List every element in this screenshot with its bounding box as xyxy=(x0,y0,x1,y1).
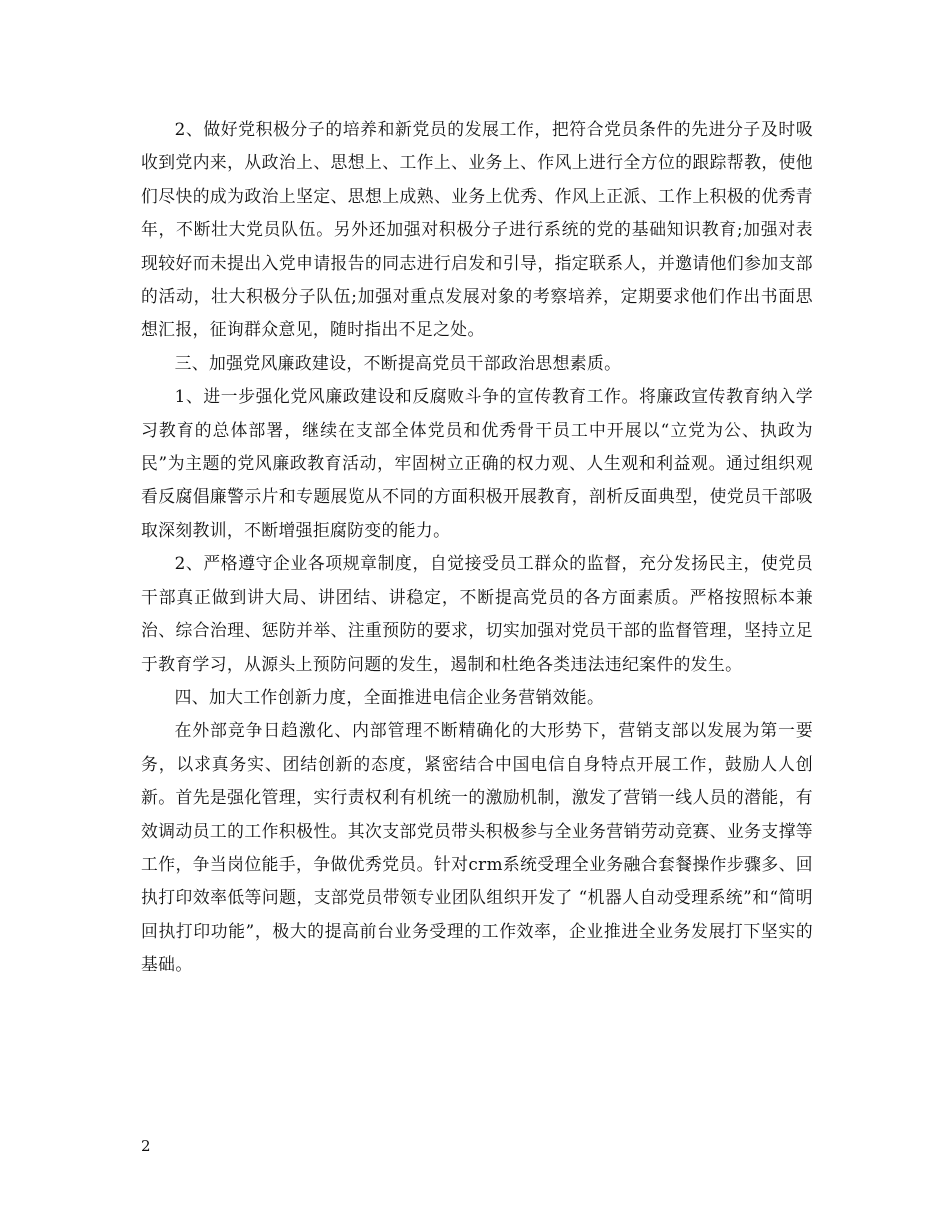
page-number: 2 xyxy=(141,1137,151,1155)
paragraph-marketing-innovation: 在外部竞争日趋激化、内部管理不断精确化的大形势下，营销支部以发展为第一要务，以求真务实、团结创新的态度，紧密结合中国电信自身特点开展工作，鼓励人人创新。首先是强化管理，实行责权利有机统一的激励机制，激发了营销一线人员的潜能，有效调动员工的工作积极性。其次支部党员带头积极参与全业务营销劳动竞赛、业务支撑等工作，争当岗位能手，争做优秀党员。针对crm系统受理全业务融合套餐操作步骤多、回执打印效率低等问题，支部党员带领专业团队组织开发了 “机器人自动受理系统”和“简明回执打印功能”，极大的提高前台业务受理的工作效率，企业推进全业务发展打下坚实的基础。 xyxy=(141,720,813,975)
document-body xyxy=(141,113,813,982)
paragraph-rules-compliance: 2、严格遵守企业各项规章制度，自觉接受员工群众的监督，充分发扬民主，使党员干部真正做到讲大局、讲团结、讲稳定，不断提高党员的各方面素质。严格按照标本兼治、综合治理、惩防并举、注重预防的要求，切实加强对党员干部的监督管理，坚持立足于教育学习，从源头上预防问题的发生，遏制和杜绝各类违法违纪案件的发生。 xyxy=(141,553,813,674)
section-heading-work-innovation: 四、加大工作创新力度，全面推进电信企业务营销效能。 xyxy=(174,686,605,707)
section-heading-integrity-building: 三、加强党风廉政建设，不断提高党员干部政治思想素质。 xyxy=(174,352,622,373)
paragraph-anti-corruption-education: 1、进一步强化党风廉政建设和反腐败斗争的宣传教育工作。将廉政宣传教育纳入学习教育的总体部署，继续在支部全体党员和优秀骨干员工中开展以“立党为公、执政为民”为主题的党风廉政教育活动，牢固树立正确的权力观、人生观和利益观。通过组织观看反腐倡廉警示片和专题展览从不同的方面积极开展教育，剖析反面典型，使党员干部吸取深刻教训，不断增强拒腐防变的能力。 xyxy=(141,386,813,540)
paragraph-party-activist-development: 2、做好党积极分子的培养和新党员的发展工作，把符合党员条件的先进分子及时吸收到党内来，从政治上、思想上、工作上、业务上、作风上进行全方位的跟踪帮教，使他们尽快的成为政治上坚定、思想上成熟、业务上优秀、作风上正派、工作上积极的优秀青年，不断壮大党员队伍。另外还加强对积极分子进行系统的党的基础知识教育;加强对表现较好而未提出入党申请报告的同志进行启发和引导，指定联系人，并邀请他们参加支部的活动，壮大积极分子队伍;加强对重点发展对象的考察培养，定期要求他们作出书面思想汇报，征询群众意见，随时指出不足之处。 xyxy=(141,119,813,340)
